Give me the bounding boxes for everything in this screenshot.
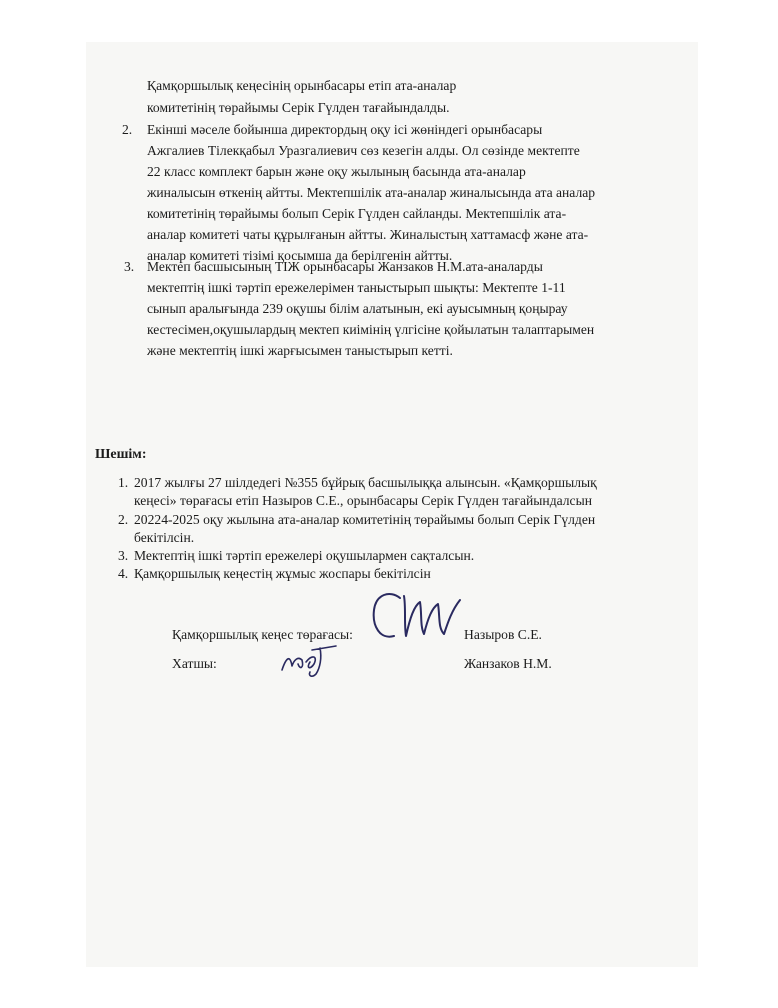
secretary-title: Хатшы: [172, 656, 217, 671]
item-3-line-4: кестесімен,оқушылардың мектеп киімінің үлгісіне қойылатын талаптарымен [147, 322, 595, 337]
item-3-line-3: сынып аралығында 239 оқушы білім алатынын, екі ауысымның қоңырау [147, 301, 568, 316]
decision-item-4-number: 4. [118, 566, 129, 581]
continuation-line-1: Қамқоршылық кеңесінің орынбасары етіп ата-аналар [147, 78, 457, 93]
item-2-line-2: Ажгалиев Тілекқабыл Уразгалиевич сөз кезегін алды. Ол сөзінде мектепте [147, 143, 580, 158]
item-2-line-1: Екінші мәселе бойынша директордың оқу ісі жөніндегі орынбасары [147, 122, 543, 137]
decision-item-1-line-1: 2017 жылғы 27 шілдедегі №355 бұйрық басшылыққа алынсын. «Қамқоршылық [134, 475, 597, 490]
item-2-line-4: жиналысын өткенің айтты. Мектепшілік ата-аналар жиналысында ата аналар [147, 185, 596, 200]
item-2-line-5: комитетінің төрайымы болып Серік Гүлден сайланды. Мектепшілік ата- [147, 206, 567, 221]
decision-heading: Шешім: [95, 447, 147, 462]
item-2-line-6: аналар комитеті чаты құрылғанын айтты. Жиналыстың хаттамасф және ата- [147, 227, 589, 242]
decision-item-3-number: 3. [118, 548, 129, 563]
item-3-number: 3. [124, 259, 135, 274]
decision-item-2-number: 2. [118, 512, 129, 527]
item-2-number: 2. [122, 122, 133, 137]
item-2-line-3: 22 класс комплект барын және оқу жылының басында ата-аналар [147, 164, 526, 179]
item-2-line-7: аналар комитеті тізімі қосымша да берілгенін айтты. [147, 248, 453, 263]
decision-item-1-line-2: кеңесі» төрағасы етіп Назыров С.Е., орынбасары Серік Гүлден тағайындалсын [134, 493, 592, 508]
decision-item-4-line-1: Қамқоршылық кеңестің жұмыс жоспары бекітілсін [134, 566, 431, 581]
chair-title: Қамқоршылық кеңес төрағасы: [172, 627, 353, 642]
decision-item-2-line-2: бекітілсін. [134, 530, 195, 545]
decision-item-1-number: 1. [118, 475, 129, 490]
decision-item-3-line-1: Мектептің ішкі тәртіп ережелері оқушылармен сақталсын. [134, 548, 475, 563]
decision-item-2-line-1: 20224-2025 оқу жылына ата-аналар комитетінің төрайымы болып Серік Гүлден [134, 512, 596, 527]
secretary-name: Жанзаков Н.М. [464, 656, 552, 671]
secretary-signature [276, 640, 346, 680]
chair-name: Назыров С.Е. [464, 627, 542, 642]
continuation-line-2: комитетінің төрайымы Серік Гүлден тағайындалды. [147, 100, 450, 115]
item-3-line-5: және мектептің ішкі жарғысымен таныстырып кетті. [147, 343, 453, 358]
chair-signature [360, 588, 470, 658]
item-3-line-2: мектептің ішкі тәртіп ережелерімен таныстырып шықты: Мектепте 1-11 [147, 280, 566, 295]
item-3-line-1: Мектеп басшысының ТІЖ орынбасары Жанзаков Н.М.ата-аналарды [147, 259, 543, 274]
